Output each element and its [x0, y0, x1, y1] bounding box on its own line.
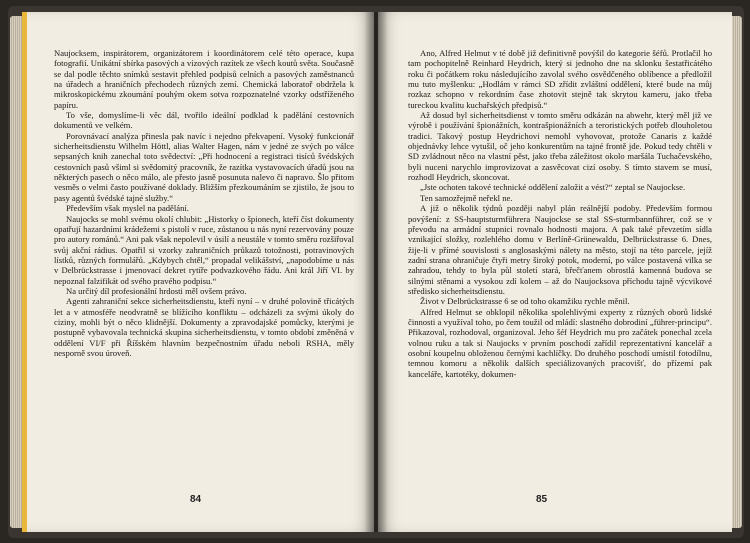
page-number: 84: [190, 494, 202, 505]
paragraph: Naujocksem, inspirátorem, organizátorem i koordinátorem celé této operace, kupa fotografií. Unikátní sbírka pasových a vízových razítek ze všech koutů světa. Současně se dal podle těchto snímků sestavit přehled podpisů celních a pasových zaměstnanců na úřadech a hraničních přechodech různých zemí. Chemická laboratoř obdržela k mikroskopickému zkoumání pouhým okem sotva rozpoznatelné vzorky odstříženého papíru.: [54, 48, 354, 110]
paragraph: Porovnávací analýza přinesla pak navíc i nejedno překvapení. Vysoký funkcionář sicherheitsdienstu Wilhelm Höttl, alias Walter Hagen, nám v jedné ze svých po válce sepsaných knih zanechal toto svědectví: „Při hodnocení a registraci tisíců švédských cestovních pasů všiml si svědomitý pracovník, že razítka vystavovacích úřadů jsou na některých pasech o něco málo, ale přesto jasně posunuta nalevo či napravo. Šlo přitom vesměs o velmi často používané doklady. Bližším přezkoumáním se zjistilo, že jsou to pasy agentů švédské tajné služby.“: [54, 130, 354, 203]
page-number: 85: [536, 494, 548, 505]
bookmark-edge: [22, 12, 27, 532]
right-page: [378, 12, 732, 532]
open-book: [8, 6, 744, 538]
paragraph: „Jste ochoten takové technické oddělení založit a vést?“ zeptal se Naujockse.: [420, 182, 686, 193]
paragraph: Agenti zahraniční sekce sicherheitsdienstu, kteří nyní – v druhé polovině třicátých let a v atmosféře neodvratně se blížícího konfliktu – odcházeli za svými úkoly do ciziny, mohli být o něco klidnější. Dokumenty a zpravodajské pomůcky, kterými je postupně vybavovala technická skupina sicherheitsdienstu, v tomto období změněná v oddělení VI/F při Říšském hlavním bezpečnostním úřadu neboli RSHA, měly nesporně svou úroveň.: [54, 296, 354, 358]
paragraph: Ten samozřejmě neřekl ne.: [420, 192, 513, 203]
paragraph: Až dosud byl sicherheitsdienst v tomto směru odkázán na abwehr, který měl již ve výrobě i používání špionážních, kontrašpionážních a teroristických potřeb dlouholetou tradici. Takový postup Heydrichovi nemohl vyhovovat, protože Canaris z každé objednávky lehce vytušil, oč jeho konkurentům na tajné frontě jde. Pokud tedy chtěli v SD zvládnout něco na vlastní pěst, jako třeba záležitost okolo maršála Tuchačevského, byli nuceni narychlo improvizovat a zasvěcovat cizí osoby. S tímto stavem se musí, rozhodl Heydrich, skoncovat.: [408, 110, 712, 183]
paragraph: Ano, Alfred Helmut v té době již definitivně povýšil do kategorie šéfů. Protlačil ho tam pochopitelně Reinhard Heydrich, který si jednoho dne na sklonku šestatřicátého roku či počátkem roku následujícího zavolal svého osvědčeného oblíbence a předložil mu tuto myšlenku: „Hodlám v rámci SD zřídit zvláštní oddělení, které bude na můj rozkaz schopno v rekordním čase zhotovit stejně tak skrytou kameru, jako třeba tureckou kvalitu kuchařských předpisů.“: [408, 48, 712, 110]
paragraph: Na určitý díl profesionální hrdosti měl ovšem právo.: [66, 285, 247, 296]
right-page-text: [408, 48, 712, 379]
page-edges-left: [10, 16, 22, 528]
left-page-text: [54, 48, 354, 358]
paragraph: Alfred Helmut se obklopil několika spolehlivými experty z různých oborů lidské činnosti a využíval toho, po čem toužil od mládí: slastného dobrodiní „führer-principu“. Přikazoval, rozhodoval, organizoval. Jeho šéf Heydrich mu pro začátek ponechal zcela volnou ruku a tak si Naujocks v prvním poschodí zařídil reprezentativní kancelář a osobní koupelnu obloženou černými kachlíčky. Do druhého poschodí umístil fotodílnu, temnou komoru a několik dalších speciálizovaných pracovišť, do přízemí pak kanceláře, kartotéky, dokumen-: [408, 306, 712, 379]
paragraph: Především však myslel na padělání.: [66, 203, 189, 214]
paragraph: To vše, domyslíme-li věc dál, tvořilo ideální podklad k padělání cestovních dokumentů ve velkém.: [54, 110, 354, 131]
paragraph: Život v Delbrückstrasse 6 se od toho okamžiku rychle měnil.: [420, 296, 630, 307]
paragraph: Naujocks se mohl svému okolí chlubit: „Historky o špionech, kteří číst dokumenty opatřují hazardními krádežemi s pistolí v ruce, zůstanou u nás nyní rezervovány pouze pro autory románů.“ Ani pak však nepolevil v úsilí a neustále v tomto směru rozšiřoval svůj akční rádius. Opatřil si vzorky zahraničních průkazů totožnosti, potravinových lístků, různých formulářů. „Kdybych chtěl,“ propadal velikášství, „napodobíme u nás v Delbrückstrasse i jmenovací dekret rytíře podvazkového řádu. Ani král Jiří VI. by nepoznal falzifikát od svého pravého podpisu.“: [54, 213, 354, 286]
page-edges-right: [732, 16, 742, 528]
left-page: [22, 12, 374, 532]
paragraph: A již o několik týdnů později nabyl plán reálnější podoby. Především formou povýšení: z SS-hauptsturmführera Naujockse se stal SS-sturmbannführer, což se v převodu na armádní stupnici rovnalo hodnosti majora. A pak také převzetím sídla vznikající složky, rozlehlého domu v Berlíně-Grünewaldu, Delbrückstrasse 6. Dnes, žije-li v přímé souvislosti s anglosaskými nálety na město, stojí na této parcele, jejíž zadní strana ohraničuje čtyři metry široký potok, moderní, po válce postavená vilka se zahradou, tehdy to byla půl století stará, břečťanem obrostlá kamenná budova se silnými stěnami a vysokou zdí kolem – až do Naujocksova příchodu tajně výcvikové středisko sicherheitsdienstu.: [408, 203, 712, 296]
